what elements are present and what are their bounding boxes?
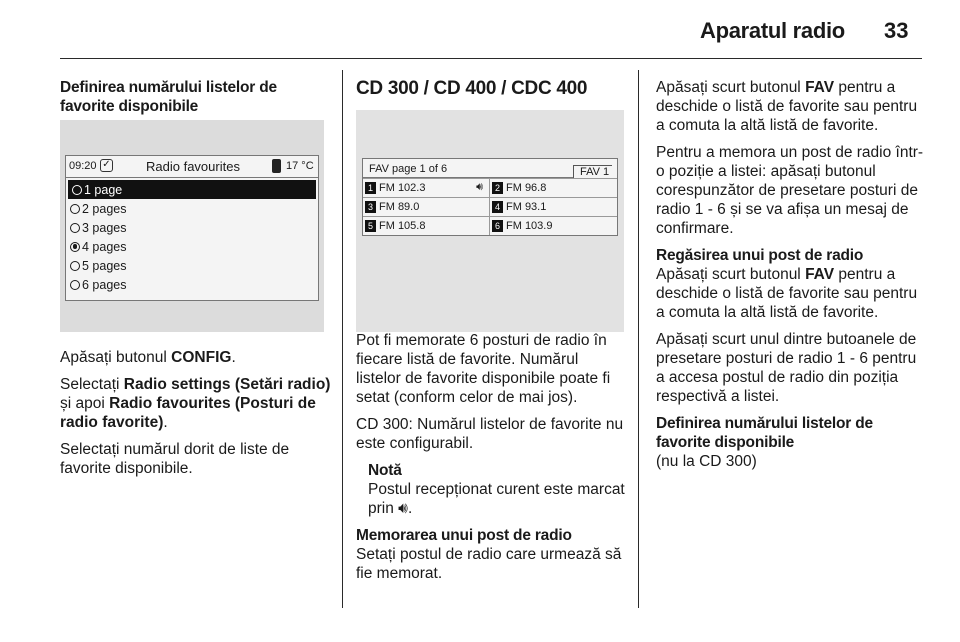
station: FM 89.0 [379, 201, 420, 213]
text: Apăsați scurt butonul [656, 79, 806, 96]
heading-line: Definirea numărului listelor de [656, 415, 873, 432]
speaker-icon: 🔊︎ [476, 181, 483, 193]
option-label: 3 pages [82, 220, 127, 235]
column-divider-2 [638, 70, 639, 608]
preset-2 [490, 178, 617, 197]
preset-number: 2 [492, 182, 503, 194]
option-4-pages [66, 237, 318, 256]
subheading: Memorarea unui post de radio [356, 527, 572, 544]
column-1-text [60, 348, 332, 486]
note-heading: Notă [368, 462, 402, 479]
station: FM 105.8 [379, 220, 426, 232]
text: . [231, 349, 236, 366]
text: Apăsați scurt butonul [656, 266, 806, 283]
preset-number: 1 [365, 182, 376, 194]
radio-icon [70, 223, 80, 233]
text: . [407, 500, 413, 517]
text: pentru a deschide o listă de favorite sau pentru a comuta la altă listă de favorite. [656, 266, 918, 321]
paragraph [60, 348, 332, 367]
text: Selectați [60, 376, 124, 393]
fav-tab: FAV 1 [573, 165, 612, 178]
paragraph [60, 375, 332, 432]
text-bold: FAV [805, 266, 835, 283]
paragraph: Pentru a memora un post de radio într-o poziție a listei: apăsați butonul corespunzător de presetare posturi de radio 1 - 6 și se va afișa un mesaj de confirmare. [656, 144, 924, 237]
text: Postul recepționat curent este marcat prin [368, 481, 625, 517]
text-bold: Radio favourites (Posturi de radio favorite) [60, 395, 316, 431]
option-2-pages [66, 199, 318, 218]
option-6-pages [66, 275, 318, 294]
option-label: 2 pages [82, 201, 127, 216]
note-text [368, 480, 626, 518]
radio-checked-icon [70, 242, 80, 252]
station: FM 103.9 [506, 220, 553, 232]
text-bold: CONFIG [171, 349, 232, 366]
paragraph [656, 265, 928, 322]
screen-display [362, 158, 618, 236]
text: și apoi [60, 395, 110, 412]
note [356, 461, 626, 518]
preset-4 [490, 197, 617, 216]
page-label: FAV page 1 of 6 [369, 163, 448, 175]
radio-icon [70, 261, 80, 271]
heading-line: favorite disponibile [656, 434, 795, 451]
option-label: 6 pages [82, 277, 127, 292]
paragraph: (nu la CD 300) [656, 453, 757, 470]
preset-grid [363, 178, 617, 235]
text-bold: Radio settings (Setări radio) [123, 376, 331, 393]
clock: 09:20 [69, 160, 97, 172]
paragraph: Pot fi memorate 6 posturi de radio în fiecare listă de favorite. Numărul listelor de favorite disponibile poate fi setat (conform celor de mai jos). [356, 332, 611, 406]
preset-6 [490, 216, 617, 235]
text: Apăsați butonul [60, 349, 172, 366]
heading-line: Definirea numărului listelor de [60, 79, 277, 96]
paragraph [656, 78, 928, 135]
station: FM 93.1 [506, 201, 547, 213]
paragraph: Apăsați scurt unul dintre butoanele de presetare posturi de radio 1 - 6 pentru a accesa postul de radio din poziția respectivă a listei. [656, 331, 917, 405]
preset-3 [363, 197, 490, 216]
page-number: 33 [884, 18, 909, 43]
preset-number: 4 [492, 201, 503, 213]
paragraph: Setați postul de radio care urmează să fie memorat. [356, 546, 622, 582]
preset-1 [363, 178, 490, 197]
paragraph: CD 300: Numărul listelor de favorite nu este configurabil. [356, 416, 624, 452]
option-3-pages [66, 218, 318, 237]
header-rule [60, 58, 922, 59]
thermometer-icon [272, 159, 281, 173]
screen-header [363, 159, 617, 178]
radio-icon [72, 185, 82, 195]
fav-list-screen [356, 110, 624, 332]
screen-title: Radio favourites [146, 159, 240, 174]
heading-line: favorite disponibile [60, 98, 199, 115]
radio-favourites-screen [60, 120, 324, 332]
radio-icon [70, 280, 80, 290]
radio-icon [70, 204, 80, 214]
option-5-pages [66, 256, 318, 275]
text: pentru a deschide o listă de favorite sau pentru a comuta la altă listă de favorite. [656, 79, 918, 134]
option-label: 4 pages [82, 239, 127, 254]
option-label: 5 pages [82, 258, 127, 273]
preset-number: 6 [492, 220, 503, 232]
preset-number: 5 [365, 220, 376, 232]
column-divider-1 [342, 70, 343, 608]
subheading [656, 414, 928, 452]
speaker-icon: 🔊︎ [398, 500, 408, 517]
column-2-text [356, 331, 626, 591]
preset-5 [363, 216, 490, 235]
option-1-page [68, 180, 316, 199]
option-label: 1 page [84, 182, 123, 197]
text-bold: FAV [805, 79, 835, 96]
paragraph: Selectați numărul dorit de liste de favorite disponibile. [60, 441, 290, 477]
station: FM 96.8 [506, 182, 547, 194]
section-title: CD 300 / CD 400 / CDC 400 [356, 78, 588, 99]
temperature: 17 °C [286, 160, 314, 172]
subheading: Regăsirea unui post de radio [656, 247, 864, 264]
column-1-heading [60, 78, 332, 116]
text: . [163, 414, 168, 431]
screen-display [65, 155, 319, 301]
chapter-title: Aparatul radio [700, 18, 845, 43]
check-icon: ✓ [100, 159, 113, 172]
column-3-text [656, 78, 928, 479]
station: FM 102.3 [379, 182, 426, 194]
screen-status-bar [66, 156, 318, 178]
preset-number: 3 [365, 201, 376, 213]
